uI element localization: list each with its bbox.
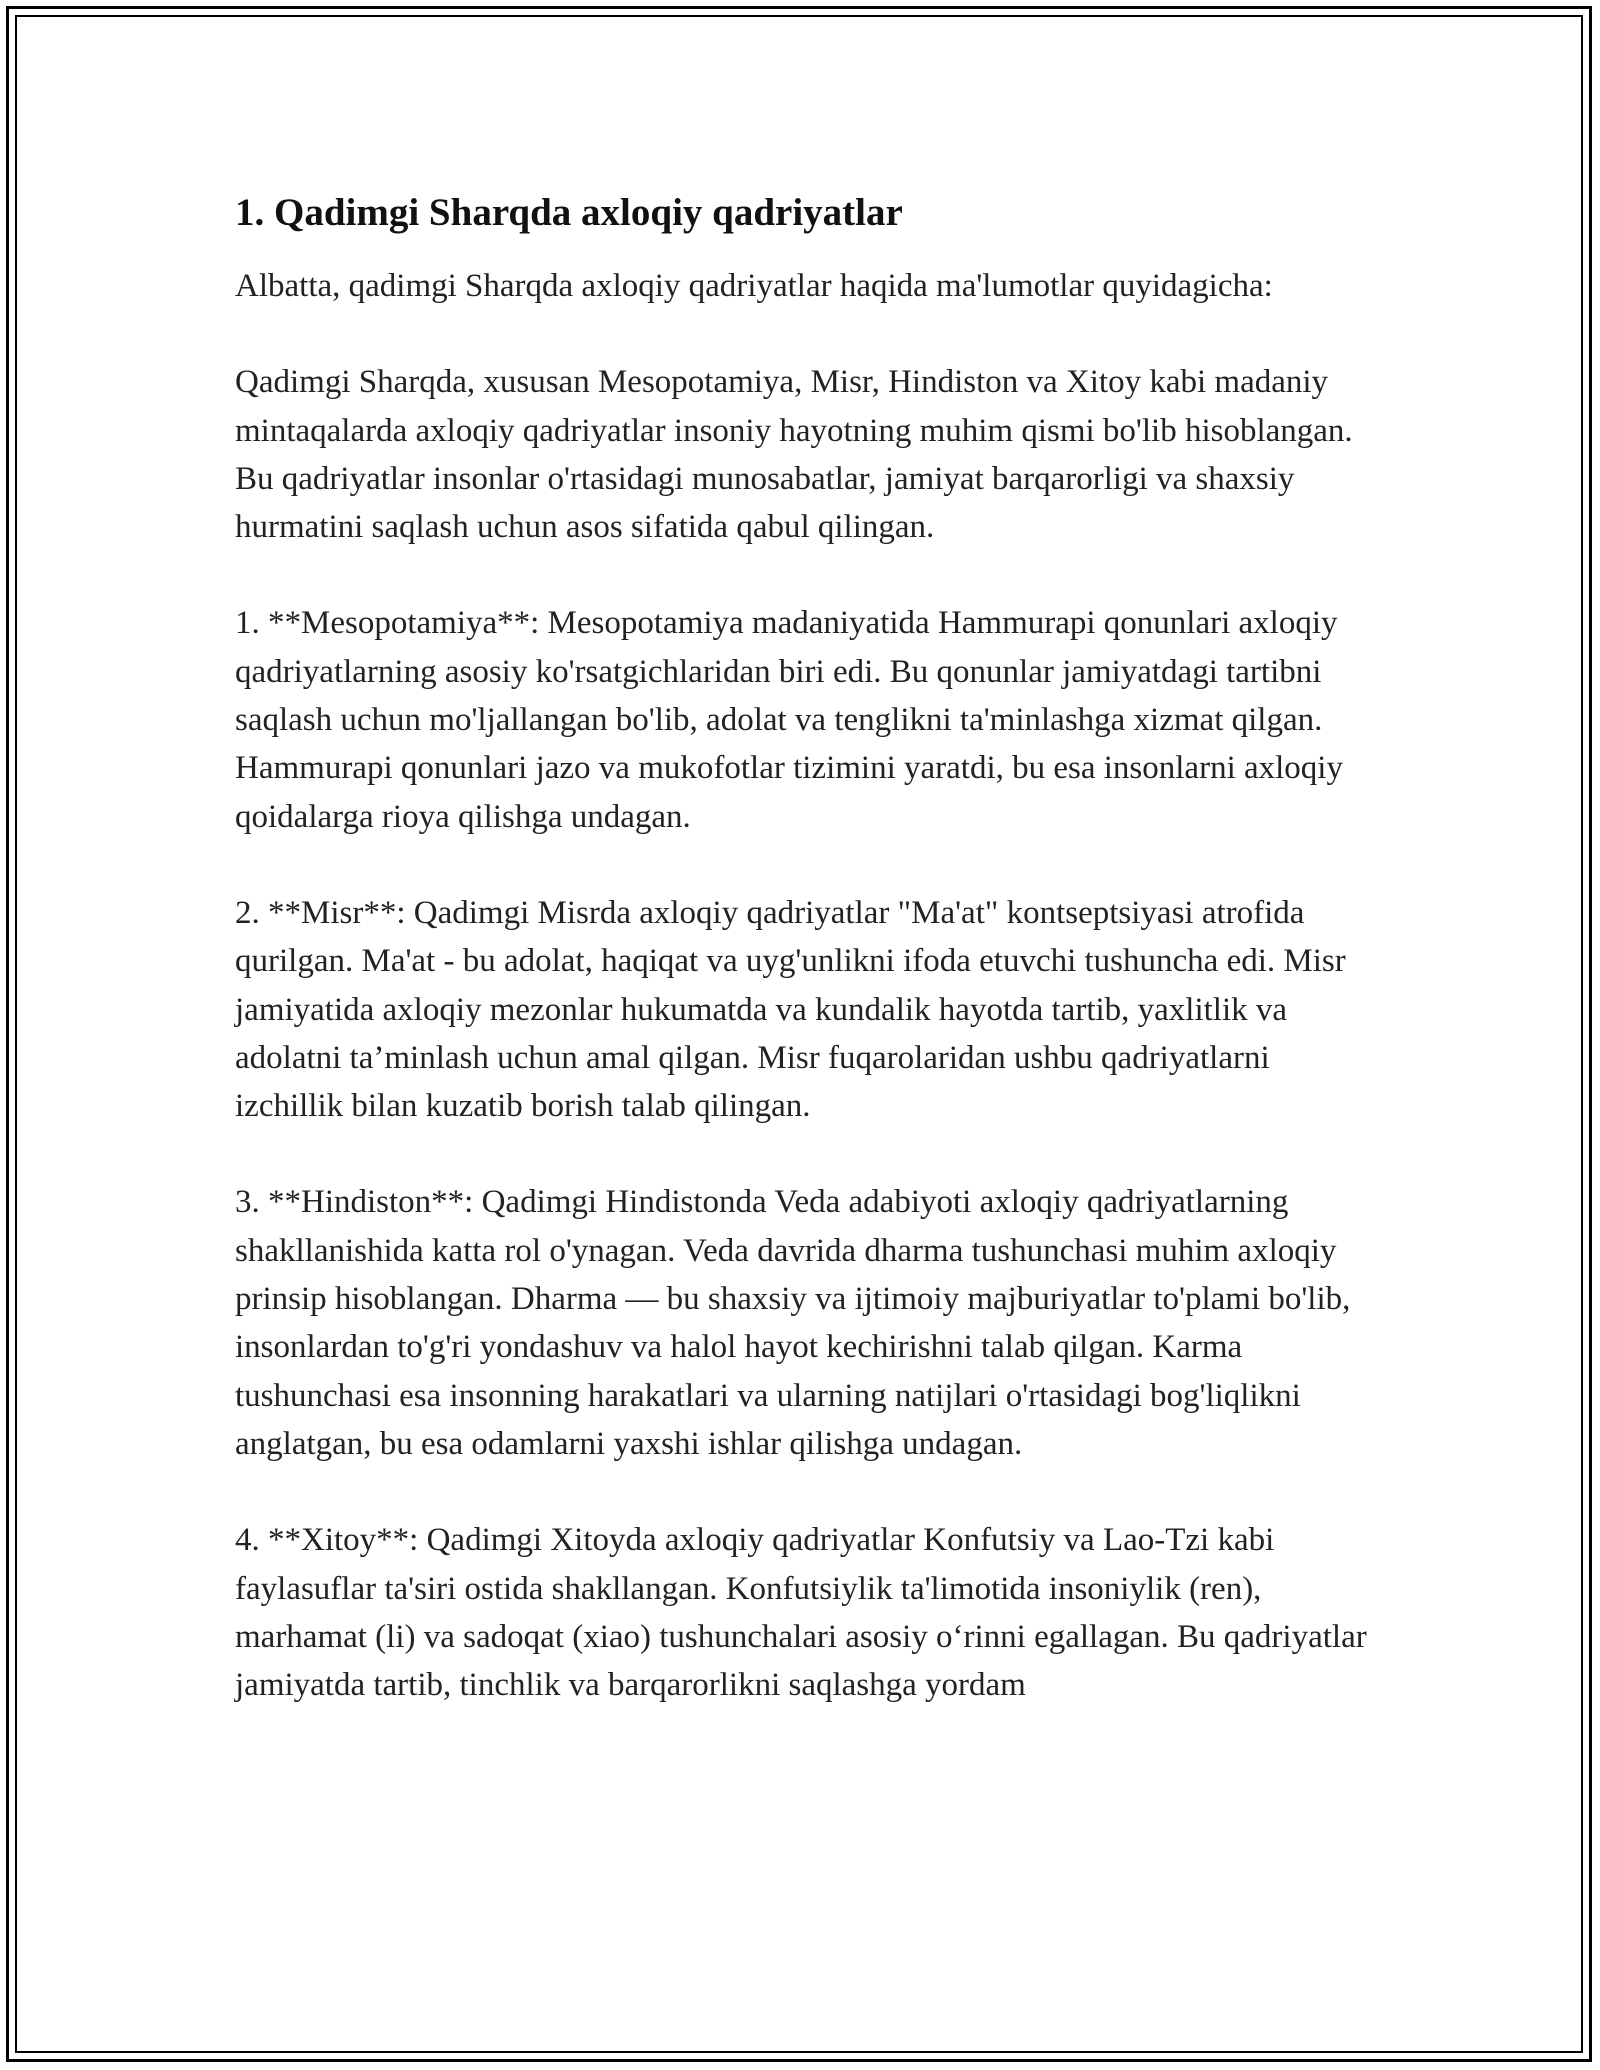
mesopotamia-paragraph: 1. **Mesopotamiya**: Mesopotamiya madaniyatida Hammurapi qonunlari axloqiy qadriyatlarning asosiy ko'rsatgichlaridan biri edi. Bu qonunlar jamiyatdagi tartibni saqlash uchun mo'ljallangan bo'lib, adolat va tenglikni ta'minlashga xizmat qilgan. Hammurapi qonunlari jazo va mukofotlar tizimini yaratdi, bu esa insonlarni axloqiy qoidalarga rioya qilishga undagan. — [235, 605, 1343, 835]
india-paragraph: 3. **Hindiston**: Qadimgi Hindistonda Veda adabiyoti axloqiy qadriyatlarning shakllanishida katta rol o'ynagan. Veda davrida dharma tushunchasi muhim axloqiy prinsip hisoblangan. Dharma — bu shaxsiy va ijtimoiy majburiyatlar to'plami bo'lib, insonlardan to'g'ri yondashuv va halol hayot kechirishni talab qilgan. Karma tushunchasi esa insonning harakatlari va ularning natijlari o'rtasidagi bog'liqlikni anglatgan, bu esa odamlarni yaxshi ishlar qilishga undagan. — [235, 1184, 1351, 1462]
china-paragraph: 4. **Xitoy**: Qadimgi Xitoyda axloqiy qadriyatlar Konfutsiy va Lao-Tzi kabi faylasuflar ta'siri ostida shakllangan. Konfutsiylik ta'limotida insoniylik (ren), marhamat (li) va sadoqat (xiao) tushunchalari asosiy o‘rinni egallagan. Bu qadriyatlar jamiyatda tartib, tinchlik va barqarorlikni saqlashga yordam — [235, 1522, 1367, 1704]
intro-paragraph: Albatta, qadimgi Sharqda axloqiy qadriyatlar haqida ma'lumotlar quyidagicha: — [235, 268, 1273, 304]
overview-paragraph: Qadimgi Sharqda, xususan Mesopotamiya, Misr, Hindiston va Xitoy kabi madaniy mintaqalarda axloqiy qadriyatlar insoniy hayotning muhim qismi bo'lib hisoblangan. Bu qadriyatlar insonlar o'rtasidagi munosabatlar, jamiyat barqarorligi va shaxsiy hurmatini saqlash uchun asos sifatida qabul qilingan. — [235, 364, 1353, 546]
page-title: 1. Qadimgi Sharqda axloqiy qadriyatlar — [235, 191, 903, 234]
egypt-paragraph: 2. **Misr**: Qadimgi Misrda axloqiy qadriyatlar "Ma'at" kontseptsiyasi atrofida qurilgan. Ma'at - bu adolat, haqiqat va uyg'unlikni ifoda etuvchi tushuncha edi. Misr jamiyatida axloqiy mezonlar hukumatda va kundalik hayotda tartib, yaxlitlik va adolatni ta’minlash uchun amal qilgan. Misr fuqarolaridan ushbu qadriyatlarni izchillik bilan kuzatib borish talab qilingan. — [235, 894, 1346, 1125]
document-body — [235, 182, 1375, 1757]
